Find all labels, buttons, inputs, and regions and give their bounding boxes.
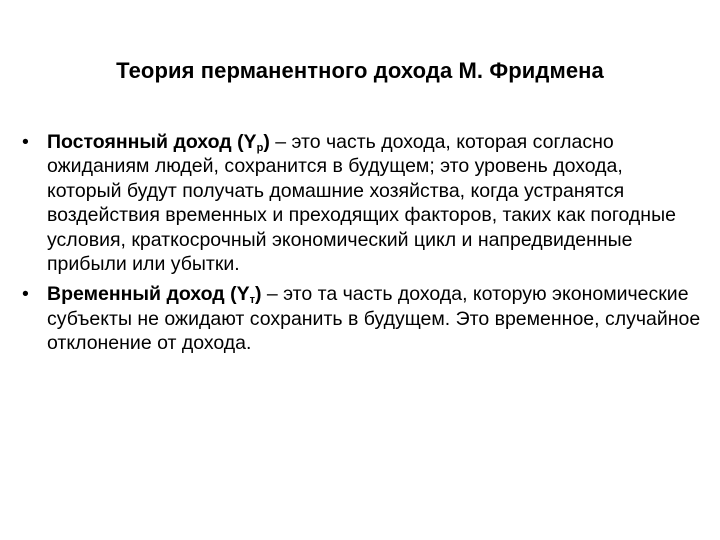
bullet-icon: • [22, 131, 29, 153]
bullet-item-permanent-income [22, 130, 702, 276]
slide-title: Теория перманентного дохода М. Фридмена [116, 58, 604, 83]
bullet-text: – это та часть дохода, которую экономические субъекты не ожидают сохранить в будущем. Это временное, случайное отклонение от дохода. [47, 283, 701, 355]
bullet-term [47, 283, 261, 305]
term-text: Временный доход (Y [47, 283, 250, 306]
term-close: ) [254, 283, 262, 306]
bullet-list [22, 130, 702, 362]
term-subscript: т [249, 294, 255, 307]
term-close: ) [263, 131, 270, 153]
bullet-term [47, 131, 270, 153]
term-text: Постоянный доход (Y [47, 131, 257, 153]
bullet-item-transitory-income [22, 282, 702, 355]
term-subscript: p [256, 142, 264, 154]
bullet-icon: • [22, 283, 29, 306]
bullet-text: – это часть дохода, которая согласно ожиданиям людей, сохранится в будущем; это уровень дохода, который будут получать домашние хозяйства, когда устранятся воздействия временных и преходящих факторов, таких как погодные условия, краткосрочный экономический цикл и напредвиденные прибыли или убытки. [47, 131, 676, 276]
